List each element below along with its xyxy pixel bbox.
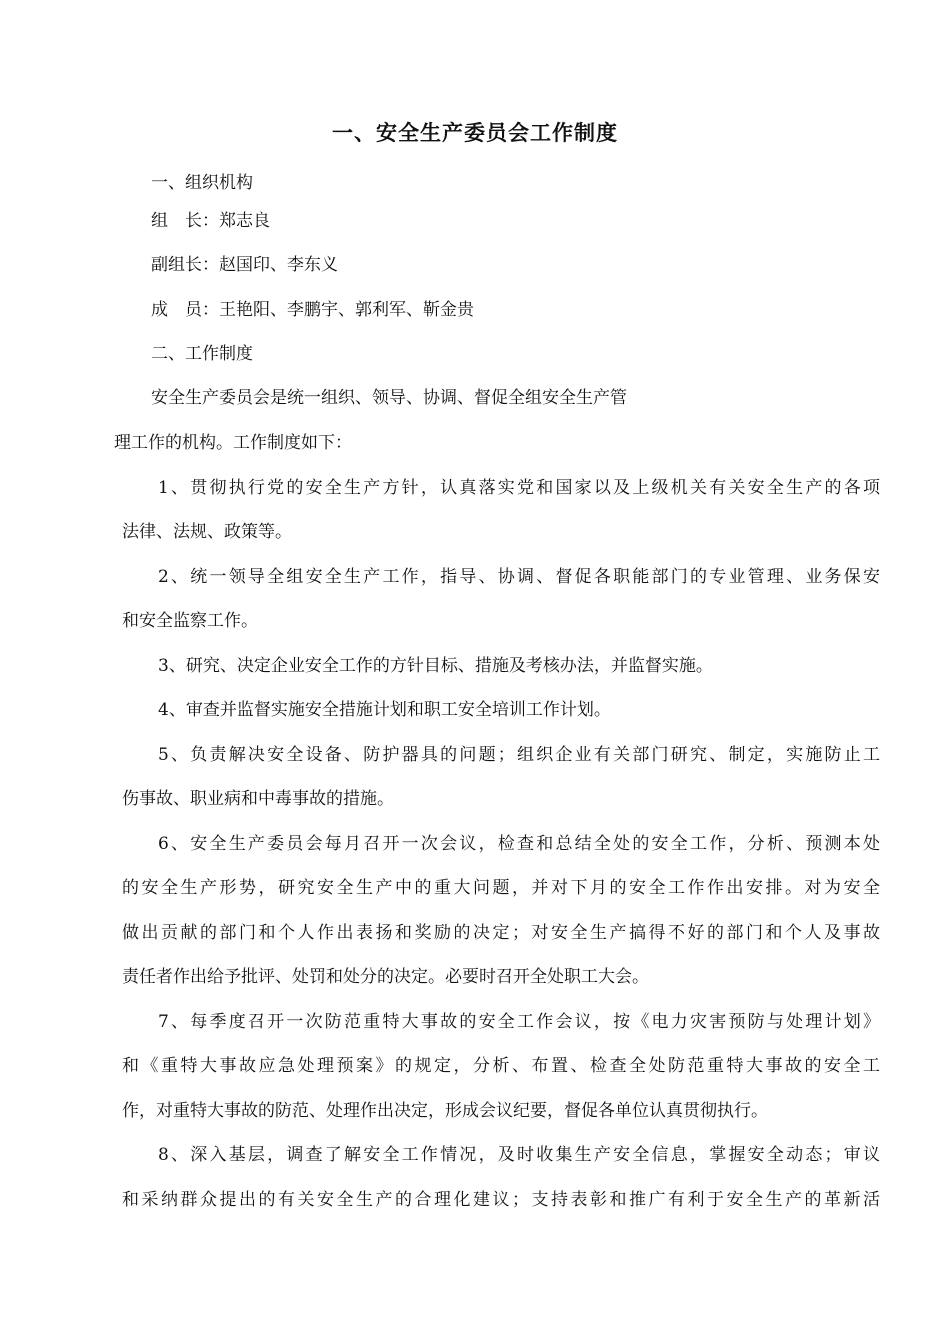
rule-1-line-1: 1、贯彻执行党的安全生产方针，认真落实党和国家以及上级机关有关安全生产的各项 — [158, 478, 880, 498]
rule-7-line-2: 和《重特大事故应急处理预案》的规定，分析、布置、检查全处防范重特大事故的安全工 — [122, 1056, 880, 1076]
rule-6-line-2: 的安全生产形势，研究安全生产中的重大问题，并对下月的安全工作作出安排。对为安全 — [122, 878, 880, 898]
rule-6-line-4: 责任者作出给予批评、处罚和处分的决定。必要时召开全处职工大会。 — [122, 967, 649, 987]
rule-5-line-2: 伤事故、职业病和中毒事故的措施。 — [122, 789, 394, 809]
rule-5-line-1: 5、负责解决安全设备、防护器具的问题；组织企业有关部门研究、制定，实施防止工 — [158, 745, 880, 765]
intro-line-2: 理工作的机构。工作制度如下： — [114, 433, 352, 453]
rule-8-line-2: 和采纳群众提出的有关安全生产的合理化建议；支持表彰和推广有利于安全生产的革新活 — [122, 1190, 880, 1210]
leader-line: 组 长：郑志良 — [151, 211, 270, 231]
rule-1-line-2: 法律、法规、政策等。 — [122, 522, 292, 542]
rule-2-line-2: 和安全监察工作。 — [122, 611, 258, 631]
section-heading-organization: 一、组织机构 — [151, 173, 253, 193]
intro-line-1: 安全生产委员会是统一组织、领导、协调、督促全组安全生产管 — [151, 388, 627, 408]
deputy-leader-line: 副组长：赵国印、李东义 — [151, 255, 338, 275]
rule-3-line: 3、研究、决定企业安全工作的方针目标、措施及考核办法，并监督实施。 — [158, 656, 713, 676]
section-heading-rules: 二、工作制度 — [151, 344, 253, 364]
document-title: 一、安全生产委员会工作制度 — [332, 120, 618, 145]
rule-6-line-3: 做出贡献的部门和个人作出表扬和奖励的决定；对安全生产搞得不好的部门和个人及事故 — [122, 923, 880, 943]
rule-4-line: 4、审查并监督实施安全措施计划和职工安全培训工作计划。 — [158, 700, 611, 720]
rule-6-line-1: 6、安全生产委员会每月召开一次会议，检查和总结全处的安全工作，分析、预测本处 — [158, 834, 880, 854]
rule-2-line-1: 2、统一领导全组安全生产工作，指导、协调、督促各职能部门的专业管理、业务保安 — [158, 567, 880, 587]
rule-7-line-1: 7、每季度召开一次防范重特大事故的安全工作会议，按《电力灾害预防与处理计划》 — [158, 1012, 880, 1032]
rule-7-line-3: 作，对重特大事故的防范、处理作出决定，形成会议纪要，督促各单位认真贯彻执行。 — [122, 1101, 768, 1121]
rule-8-line-1: 8、深入基层，调查了解安全工作情况，及时收集生产安全信息，掌握安全动态；审议 — [158, 1145, 880, 1165]
members-line: 成 员：王艳阳、李鹏宇、郭利军、靳金贵 — [151, 300, 474, 320]
